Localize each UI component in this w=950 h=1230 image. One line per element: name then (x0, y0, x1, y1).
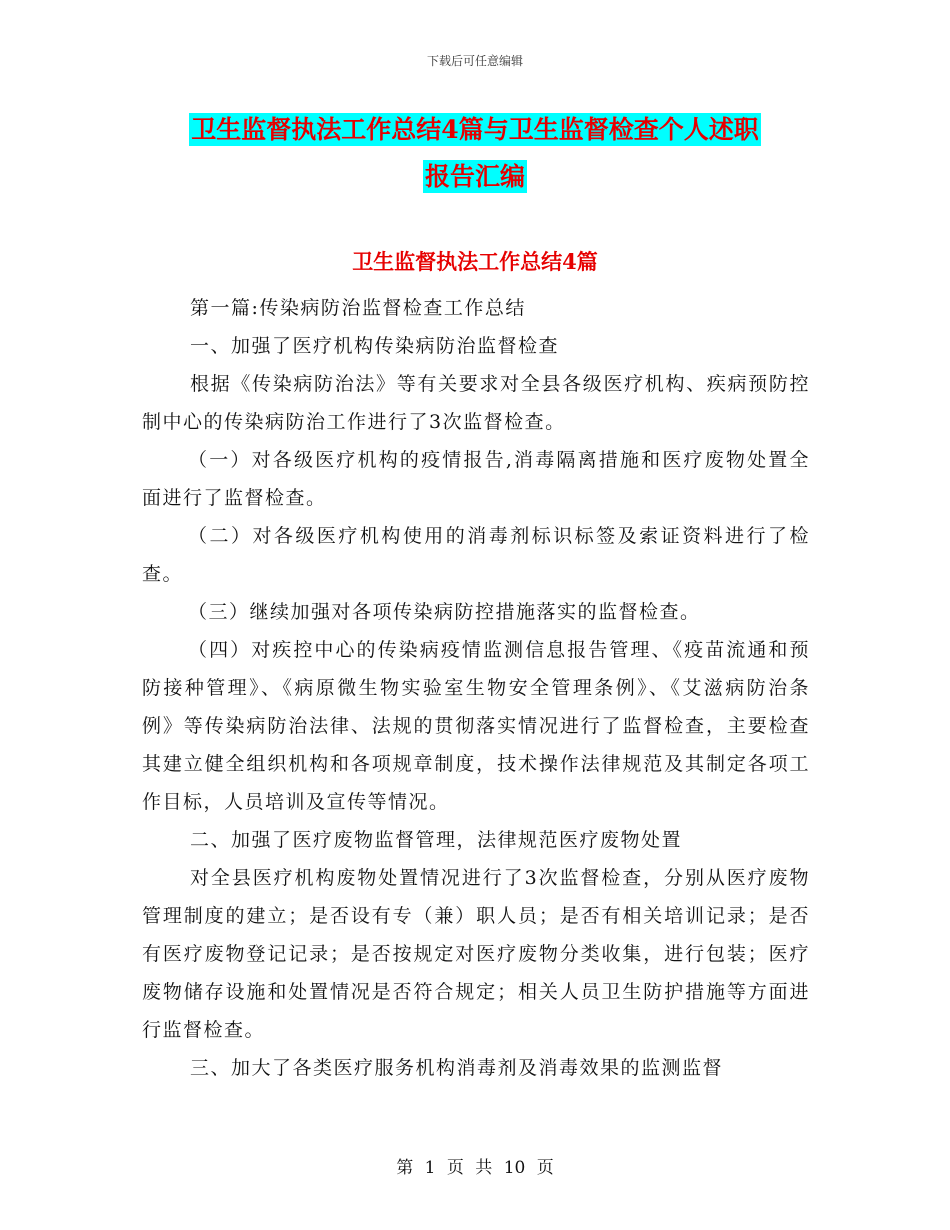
page-footer-page-number: 第 1 页 共 10 页 (396, 1158, 554, 1178)
body-text (142, 289, 810, 1087)
document-title (140, 106, 810, 200)
paragraph: （四）对疾控中心的传染病疫情监测信息报告管理、《疫苗流通和预防接种管理》、《病原微生物实验室生物安全管理条例》、《艾滋病防治条例》等传染病防治法律、法规的贯彻落实情况进行了监督检查，主要检查其建立健全组织机构和各项规章制度，技术操作法律规范及其制定各项工作目标，人员培训及宣传等情况。 (142, 639, 810, 813)
paragraph: 三、加大了各类医疗服务机构消毒剂及消毒效果的监测监督 (190, 1057, 724, 1079)
paragraph: 第一篇:传染病防治监督检查工作总结 (190, 297, 526, 319)
document-title-line-2: 报告汇编 (424, 162, 525, 191)
paragraph: 一、加强了医疗机构传染病防治监督检查 (190, 335, 560, 357)
paragraph: 二、加强了医疗废物监督管理，法律规范医疗废物处置 (190, 829, 683, 851)
paragraph: （一）对各级医疗机构的疫情报告,消毒隔离措施和医疗废物处置全面进行了监督检查。 (142, 449, 810, 509)
paragraph: （二）对各级医疗机构使用的消毒剂标识标签及索证资料进行了检查。 (142, 525, 810, 585)
paragraph: 对全县医疗机构废物处置情况进行了3次监督检查，分别从医疗废物管理制度的建立；是否设有专（兼）职人员；是否有相关培训记录；是否有医疗废物登记记录；是否按规定对医疗废物分类收集，进行包装；医疗废物储存设施和处置情况是否符合规定；相关人员卫生防护措施等方面进行监督检查。 (142, 867, 810, 1041)
paragraph: 根据《传染病防治法》等有关要求对全县各级医疗机构、疾病预防控制中心的传染病防治工作进行了3次监督检查。 (142, 373, 810, 433)
section-title: 卫生监督执法工作总结4篇 (352, 249, 598, 274)
paragraph: （三）继续加强对各项传染病防控措施落实的监督检查。 (188, 601, 701, 623)
document-title-line-1: 卫生监督执法工作总结4篇与卫生监督检查个人述职 (191, 115, 759, 144)
page-header-note: 下载后可任意编辑 (426, 54, 523, 68)
